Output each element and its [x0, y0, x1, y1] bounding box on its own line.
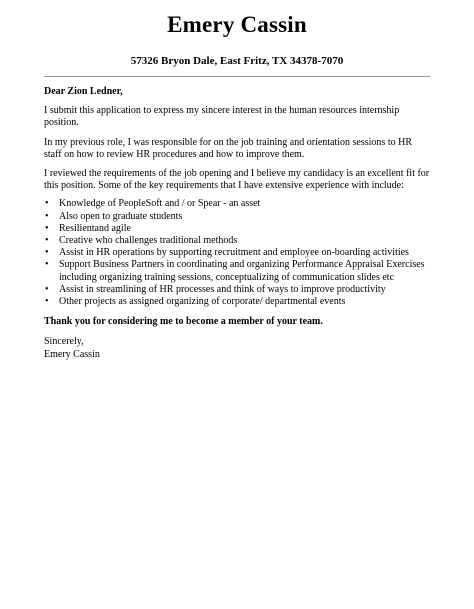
bullet-icon: •	[45, 222, 49, 234]
list-item	[45, 222, 430, 235]
requirements-list	[44, 198, 430, 308]
bullet-icon: •	[45, 259, 49, 271]
bullet-icon: •	[45, 283, 49, 295]
list-item-text: Resilientand agile	[59, 222, 131, 234]
sender-name: Emery Cassin	[167, 12, 307, 37]
list-item-text: Also open to graduate students	[59, 210, 183, 222]
bullet-icon: •	[45, 210, 49, 222]
bullet-icon: •	[45, 235, 49, 247]
list-item	[45, 247, 430, 259]
requirements-paragraph: I reviewed the requirements of the job opening and I believe my candidacy is an excellent fit for this position. Some of the key requirements that I have extensive experience with include:	[44, 168, 430, 192]
signoff-block	[44, 336, 430, 360]
list-item	[45, 210, 430, 223]
list-item-text: Assist in HR operations by supporting recruitment and employee on-boarding activities	[59, 247, 409, 259]
letter-body	[44, 86, 430, 361]
list-item-text: Creative who challenges traditional methods	[59, 235, 238, 247]
header-divider	[44, 76, 430, 77]
bullet-icon: •	[45, 296, 49, 308]
list-item	[45, 296, 430, 308]
bullet-icon: •	[45, 247, 49, 259]
closing-statement: Thank you for considering me to become a member of your team.	[44, 316, 323, 328]
signature-name: Emery Cassin	[44, 348, 100, 360]
list-item	[45, 198, 430, 210]
list-item-text: Assist in streamlining of HR processes and think of ways to improve productivity	[59, 283, 386, 295]
list-item-text: Knowledge of PeopleSoft and / or Spear - an asset	[59, 198, 261, 210]
experience-paragraph: In my previous role, I was responsible for on the job training and orientation sessions to HR staff on how to review HR procedures and how to improve them.	[44, 136, 412, 160]
valediction: Sincerely,	[44, 336, 84, 348]
letter-header	[44, 0, 430, 77]
list-item	[45, 235, 430, 247]
bullet-icon: •	[45, 198, 49, 210]
list-item-text: Support Business Partners in coordinating and organizing Performance Appraisal Exercises including organizing training sessions, conceptualizing of communication slides etc	[59, 259, 425, 283]
list-item	[45, 259, 430, 283]
sender-address: 57326 Bryon Dale, East Fritz, TX 34378-7070	[130, 55, 344, 67]
intro-paragraph: I submit this application to express my sincere interest in the human resources internship position.	[44, 105, 400, 129]
list-item-text: Other projects as assigned organizing of corporate/ departmental events	[59, 296, 346, 308]
salutation: Dear Zion Ledner,	[44, 86, 123, 97]
list-item	[45, 283, 430, 296]
